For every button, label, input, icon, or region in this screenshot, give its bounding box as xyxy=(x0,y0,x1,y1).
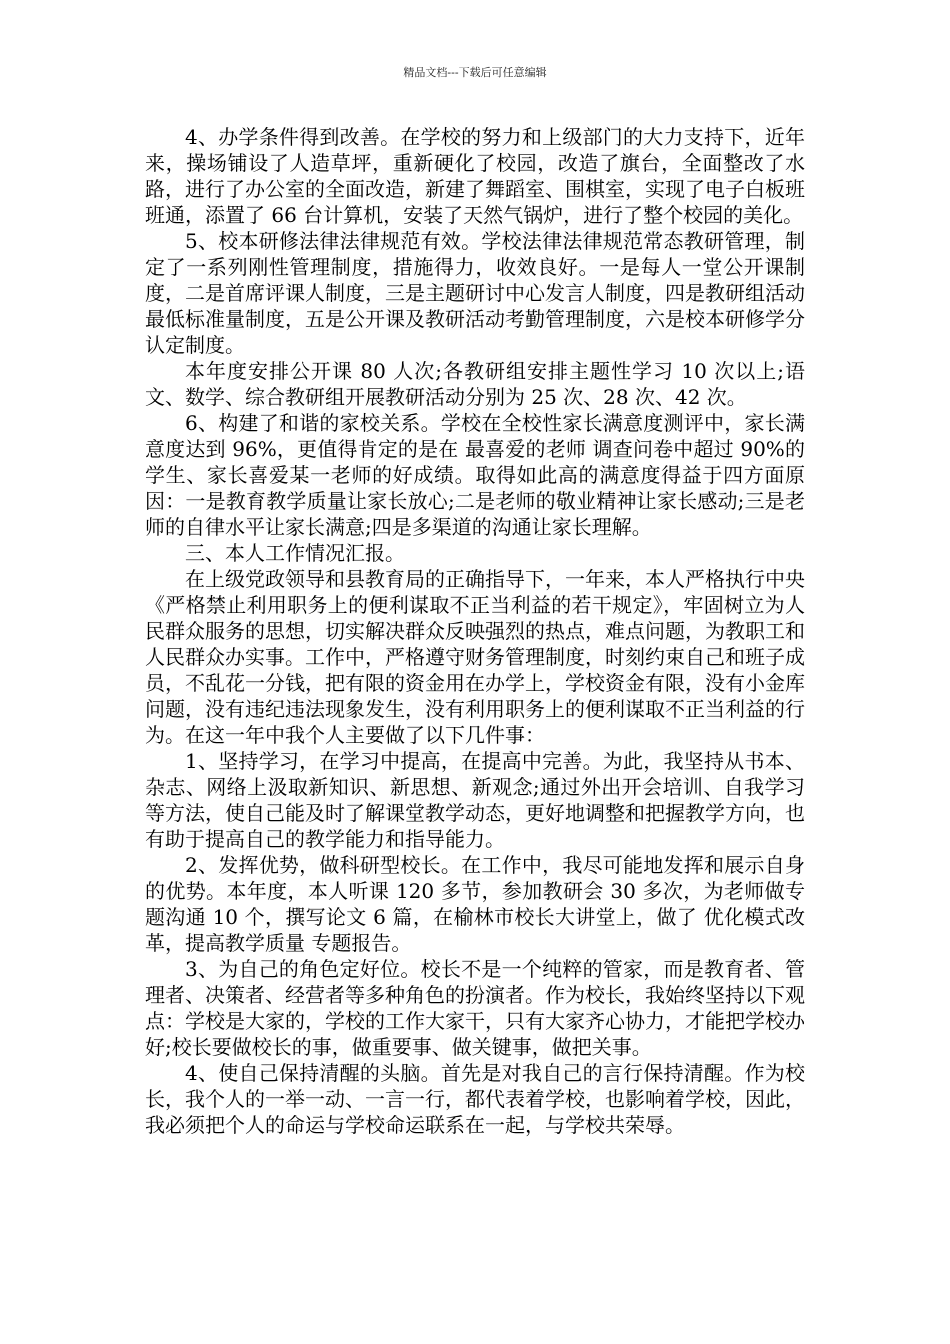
paragraph-open-class-stats: 本年度安排公开课 80 人次;各教研组安排主题性学习 10 次以上;语文、数学、综合教研组开展教研活动分别为 25 次、28 次、42 次。 xyxy=(145,359,805,409)
paragraph-teaching-research: 5、校本研修法律法律规范有效。学校法律法律规范常态教研管理，制定了一系列刚性管理制度，措施得力，收效良好。一是每人一堂公开课制度，二是首席评课人制度，三是主题研讨中心发言人制度，四是教研组活动最低标准量制度，五是公开课及教研活动考勤管理制度，六是校本研修学分认定制度。 xyxy=(145,229,805,357)
paragraph-home-school: 6、构建了和谐的家校关系。学校在全校性家长满意度测评中，家长满意度达到 96%，更值得肯定的是在 最喜爱的老师 调查问卷中超过 90%的学生、家长喜爱某一老师的好成绩。取得如此高的满意度得益于四方面原因：一是教育教学质量让家长放心;二是老师的敬业精神让家长感动;三是老师的自律水平让家长满意;四是多渠道的沟通让家长理解。 xyxy=(145,411,805,539)
page-header: 精品文档---下载后可任意编辑 xyxy=(403,66,547,79)
document-body xyxy=(145,124,805,1138)
paragraph-item-role: 3、为自己的角色定好位。校长不是一个纯粹的管家，而是教育者、管理者、决策者、经营者等多种角色的扮演者。作为校长，我始终坚持以下观点：学校是大家的，学校的工作大家干，只有大家齐心协力，才能把学校办好;校长要做校长的事，做重要事、做关键事，做把关事。 xyxy=(145,957,805,1059)
paragraph-item-learning: 1、坚持学习，在学习中提高，在提高中完善。为此，我坚持从书本、杂志、网络上汲取新知识、新思想、新观念;通过外出开会培训、自我学习等方法，使自己能及时了解课堂教学动态，更好地调整和把握教学方向，也有助于提高自己的教学能力和指导能力。 xyxy=(145,749,805,851)
paragraph-item-clear-mind: 4、使自己保持清醒的头脑。首先是对我自己的言行保持清醒。作为校长，我个人的一举一动、一言一行，都代表着学校，也影响着学校，因此，我必须把个人的命运与学校命运联系在一起，与学校共荣辱。 xyxy=(145,1061,805,1137)
paragraph-item-research-principal: 2、发挥优势，做科研型校长。在工作中，我尽可能地发挥和展示自身的优势。本年度，本人听课 120 多节，参加教研会 30 多次，为老师做专题沟通 10 个，撰写论文 6 篇，在榆林市校长大讲堂上，做了 优化模式改革，提高教学质量 专题报告。 xyxy=(145,853,805,955)
paragraph-personal-work: 在上级党政领导和县教育局的正确指导下，一年来，本人严格执行中央《严格禁止利用职务上的便利谋取不正当利益的若干规定》，牢固树立为人民群众服务的思想，切实解决群众反映强烈的热点，难点问题，为教职工和人民群众办实事。工作中，严格遵守财务管理制度，时刻约束自己和班子成员，不乱花一分钱，把有限的资金用在办学上，学校资金有限，没有小金库问题，没有违纪违法现象发生，没有利用职务上的便利谋取不正当利益的行为。在这一年中我个人主要做了以下几件事： xyxy=(145,567,805,747)
section-heading-personal-report: 三、本人工作情况汇报。 xyxy=(185,541,405,565)
paragraph-school-conditions: 4、办学条件得到改善。在学校的努力和上级部门的大力支持下，近年来，操场铺设了人造草坪，重新硬化了校园，改造了旗台，全面整改了水路，进行了办公室的全面改造，新建了舞蹈室、围棋室，实现了电子白板班班通，添置了 66 台计算机，安装了天然气锅炉，进行了整个校园的美化。 xyxy=(145,125,805,227)
